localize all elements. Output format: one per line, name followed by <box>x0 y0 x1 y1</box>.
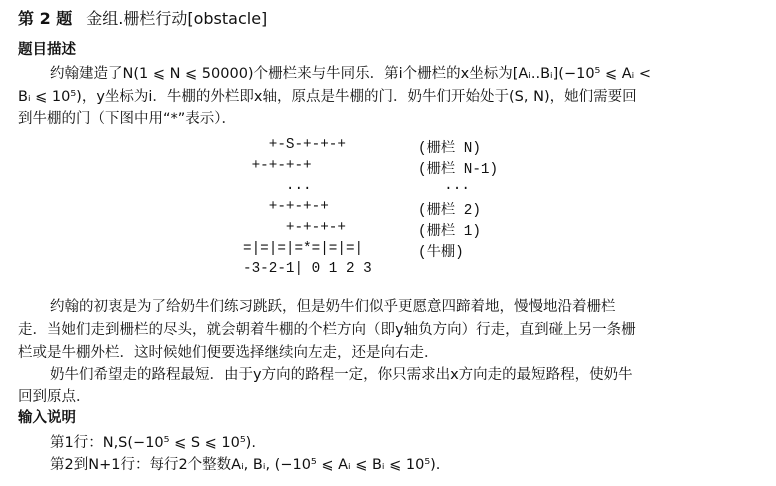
diagram-row: +-+-+-+ <box>243 220 346 236</box>
diagram-row: +-+-+-+ <box>243 199 329 215</box>
problem-number: 第 2 题 <box>18 9 73 28</box>
diagram-row: +-+-+-+ <box>243 158 312 174</box>
problem-title <box>18 6 267 29</box>
diagram-label: (牛棚) <box>418 245 464 261</box>
diagram-label: (栅栏 1) <box>418 224 481 240</box>
diagram-label: (栅栏 N) <box>418 141 481 157</box>
description-heading: 题目描述 <box>18 42 76 58</box>
diagram-label: (栅栏 2) <box>418 203 481 219</box>
desc-line: 约翰建造了N(1 ⩽ N ⩽ 50000)个栅栏来与牛同乐．第i个栅栏的x坐标为[Aᵢ..Bᵢ](−10⁵ ⩽ Aᵢ < <box>50 66 651 82</box>
diagram-row: -3-2-1| 0 1 2 3 <box>243 261 372 277</box>
desc-line: Bᵢ ⩽ 10⁵)，y坐标为i．牛棚的外栏即x轴，原点是牛棚的门．奶牛们开始处于(S, N)，她们需要回 <box>18 89 637 105</box>
input-line: 第2到N+1行：每行2个整数Aᵢ, Bᵢ, (−10⁵ ⩽ Aᵢ ⩽ Bᵢ ⩽ 10⁵). <box>50 457 441 473</box>
input-heading: 输入说明 <box>18 410 76 426</box>
para-line: 栏或是牛棚外栏．这时候她们便要选择继续向左走，还是向右走． <box>18 345 439 361</box>
diagram-row: ... <box>243 178 312 194</box>
diagram-label: ... <box>427 178 470 194</box>
diagram-row: =|=|=|=*=|=|=| <box>243 241 364 257</box>
para-line: 约翰的初衷是为了给奶牛们练习跳跃，但是奶牛们似乎更愿意四蹄着地，慢慢地沿着栅栏 <box>50 299 616 315</box>
diagram-row: +-S-+-+-+ <box>243 137 346 153</box>
diagram-label: (栅栏 N-1) <box>418 162 499 178</box>
problem-name: 金组.栅栏行动[obstacle] <box>86 9 268 28</box>
para-line: 奶牛们希望走的路程最短．由于y方向的路程一定，你只需求出x方向走的最短路程，使奶牛 <box>50 367 633 383</box>
desc-line: 到牛棚的门（下图中用“*”表示）． <box>18 111 237 127</box>
para-line: 回到原点． <box>18 389 91 405</box>
input-line: 第1行：N,S(−10⁵ ⩽ S ⩽ 10⁵). <box>50 435 256 451</box>
para-line: 走．当她们走到栅栏的尽头，就会朝着牛棚的个栏方向（即y轴负方向）行走，直到碰上另一条栅 <box>18 322 636 338</box>
